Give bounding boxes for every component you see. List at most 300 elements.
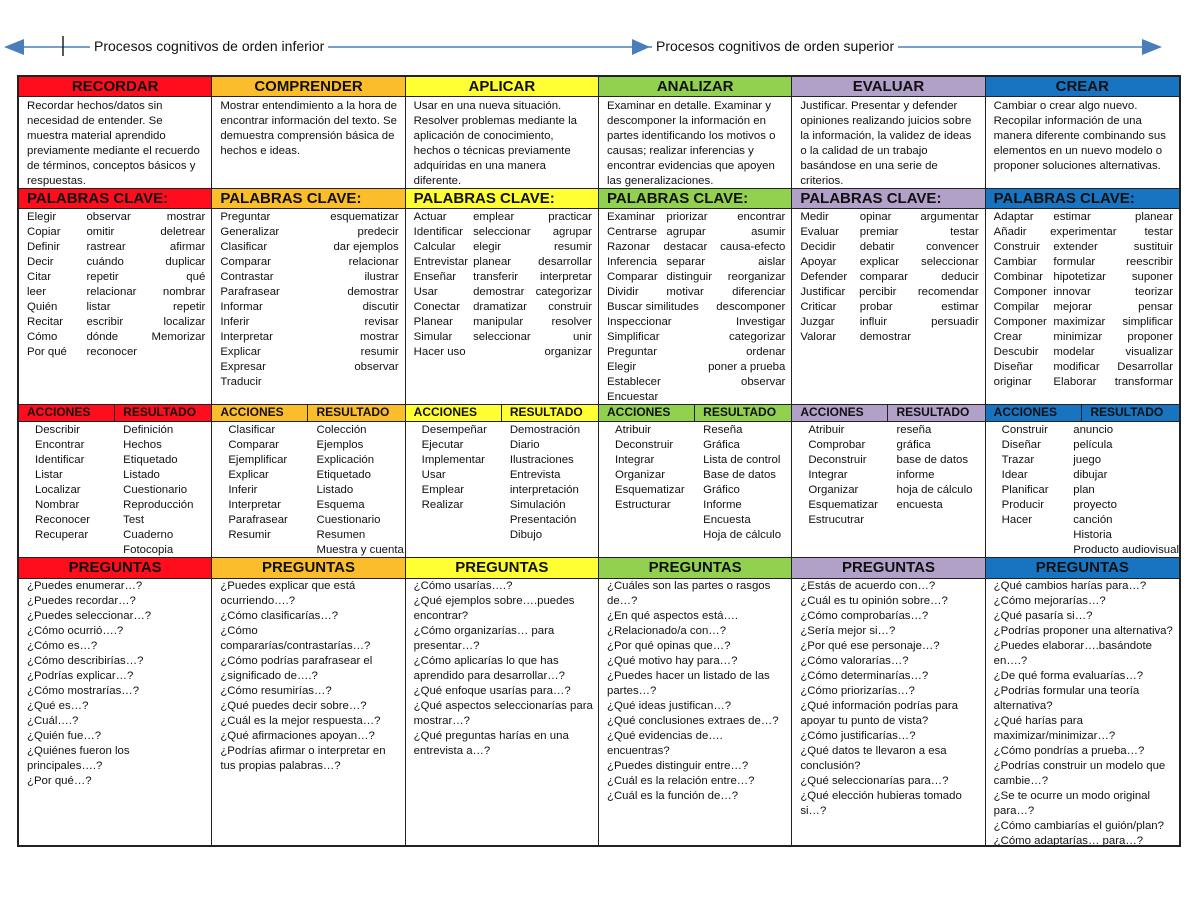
action-item: Explicar [228, 469, 269, 481]
level-header-aplicar: APLICAR [406, 77, 599, 97]
result-item: Cuaderno [123, 529, 174, 541]
question-item: ¿Cuáles son las partes o rasgos de…? [606, 580, 771, 607]
question-item: ¿Podrías afirmar o interpretar en tus propias palabras…? [220, 745, 386, 772]
results-label: RESULTADO [509, 405, 583, 419]
keywords-list-evaluar [792, 209, 985, 405]
question-item: ¿Podrías explicar…? [27, 670, 134, 682]
keyword: mejorar [1053, 301, 1093, 313]
question-item: ¿Cómo ocurrió….? [27, 625, 124, 637]
question-item: ¿De qué forma evaluarías…? [993, 670, 1144, 682]
keyword: Actuar [413, 211, 447, 223]
keyword: Juzgar [800, 316, 835, 328]
questions-header-evaluar: PREGUNTAS [792, 558, 985, 579]
keyword: Entrevistar [413, 256, 469, 268]
question-item: ¿Quiénes fueron los principales….? [27, 745, 130, 772]
keyword: cuándo [86, 256, 124, 268]
keyword-row [994, 330, 1173, 345]
keyword [666, 375, 725, 390]
keyword: planear [1134, 211, 1173, 223]
result-item: Fotocopia [123, 544, 174, 556]
question-item: ¿Puedes enumerar…? [27, 580, 143, 592]
question-item: ¿Cómo clasificarías…? [220, 610, 339, 622]
question-item: ¿Qué conclusiones extraes de…? [606, 715, 779, 727]
question-item: ¿Qué seleccionarías para…? [800, 775, 949, 787]
keyword: Inspeccionar [606, 316, 672, 328]
keyword: Evaluar [800, 226, 839, 238]
keyword-row [994, 225, 1173, 240]
actions-results-recordar [19, 422, 212, 558]
keyword: Combinar [993, 271, 1044, 283]
keyword-row [800, 330, 978, 345]
keyword-row [607, 225, 785, 240]
keyword: qué [186, 271, 206, 283]
result-item: Muestra y cuenta [316, 544, 404, 556]
keyword: probar [859, 301, 893, 313]
result-item: Test [123, 514, 145, 526]
keyword: practicar [548, 211, 592, 223]
keyword: ilustrar [364, 271, 399, 283]
level-header-crear: CREAR [986, 77, 1179, 97]
keyword: causa-efecto [720, 241, 786, 253]
keyword [726, 390, 785, 405]
result-item: plan [1073, 484, 1095, 496]
keyword: Razonar [606, 241, 651, 253]
result-item: Diario [509, 439, 540, 451]
question-item: ¿Qué elección hubieras tomado si…? [800, 790, 962, 817]
question-item: ¿Cómo mejorarías…? [993, 595, 1106, 607]
keyword: simplificar [1122, 316, 1173, 328]
actions-label: ACCIONES [406, 405, 502, 421]
action-item: Identificar [35, 454, 85, 466]
keyword: Hacer uso [413, 346, 466, 358]
keyword: Compilar [993, 301, 1040, 313]
keywords-header-analizar: PALABRAS CLAVE: [599, 189, 792, 209]
result-item: Explicación [316, 454, 375, 466]
question-item: ¿Qué harías para maximizar/minimizar…? [993, 715, 1116, 742]
keyword: manipular [473, 316, 524, 328]
level-description-aplicar: Usar en una nueva situación. Resolver problemas mediante la aplicación de conocimiento, hechos o técnicas previamente adquiridas en una manera diferente. [406, 97, 599, 189]
keyword: dramatizar [473, 301, 527, 313]
action-item: Integrar [808, 469, 848, 481]
keyword: localizar [163, 316, 206, 328]
question-item: ¿Puedes recordar…? [27, 595, 136, 607]
question-item: ¿Cómo adaptarías… para…? [993, 835, 1144, 845]
keyword: formular [1053, 256, 1096, 268]
action-item: Nombrar [35, 499, 80, 511]
question-item: ¿Cómo justificarías…? [800, 730, 916, 742]
action-item: Usar [421, 469, 446, 481]
question-item: ¿Qué cambios harías para…? [993, 580, 1147, 592]
result-item: Gráfica [703, 439, 740, 451]
result-item: Producto audiovisual [1073, 544, 1179, 556]
actions-list [599, 423, 695, 557]
keyword: deducir [941, 271, 979, 283]
result-item: película [1073, 439, 1113, 451]
higher-order-label: Procesos cognitivos de orden superior [652, 38, 898, 54]
keyword-row [414, 315, 592, 330]
question-item: ¿Cómo resumirías…? [220, 685, 332, 697]
keyword: emplear [473, 211, 515, 223]
keyword: demostrar [473, 286, 525, 298]
result-item: Gráfico [703, 484, 740, 496]
level-description-analizar: Examinar en detalle. Examinar y descomponer la información en partes identificando los motivos o causas; realizar inferencias y encontrar evidencias que apoyen las generalizaciones. [599, 97, 792, 189]
action-item: Idear [1001, 469, 1028, 481]
keyword: unir [572, 331, 592, 343]
keyword: pensar [1138, 301, 1173, 313]
keyword: percibir [859, 286, 897, 298]
result-item: Listado [316, 484, 354, 496]
question-item: ¿Relacionado/a con…? [606, 625, 727, 637]
keyword-row [800, 225, 978, 240]
keyword: Por qué [27, 346, 67, 358]
question-item: ¿Cómo valorarías…? [800, 655, 909, 667]
keywords-header-aplicar: PALABRAS CLAVE: [406, 189, 599, 209]
keyword-row [607, 285, 785, 300]
question-item: ¿Cómo es…? [27, 640, 98, 652]
actions-results-crear [986, 422, 1179, 558]
keyword-row [220, 375, 398, 390]
keyword: Elegir [27, 211, 57, 223]
result-item: Definición [123, 424, 174, 436]
keyword: visualizar [1125, 346, 1173, 358]
result-item: Base de datos [703, 469, 776, 481]
results-list [695, 423, 791, 557]
keyword-row [994, 375, 1173, 390]
keyword: seleccionar [473, 331, 531, 343]
action-item: Planificar [1001, 484, 1049, 496]
keyword: resumir [360, 346, 399, 358]
result-item: dibujar [1073, 469, 1108, 481]
keyword: discutir [362, 301, 399, 313]
keyword-row [27, 225, 205, 240]
keyword: seleccionar [473, 226, 531, 238]
keyword: Criticar [800, 301, 837, 313]
keyword-row [994, 300, 1173, 315]
question-item: ¿Puedes seleccionar…? [27, 610, 152, 622]
keyword: minimizar [1053, 331, 1103, 343]
keyword: listar [86, 301, 111, 313]
keyword: Diseñar [993, 361, 1033, 373]
question-item: ¿Qué preguntas harías en una entrevista a…? [413, 730, 569, 757]
keyword-row [220, 240, 398, 255]
actions-label: ACCIONES [599, 405, 695, 421]
actions-list [406, 423, 502, 557]
keyword: transferir [473, 271, 519, 283]
level-description-comprender: Mostrar entendimiento a la hora de encontrar información del texto. Se demuestra comprensión básica de hechos e ideas. [212, 97, 405, 189]
keyword: organizar [544, 346, 592, 358]
action-item: Emplear [421, 484, 465, 496]
result-item: hoja de cálculo [896, 484, 973, 496]
result-item: Lista de control [703, 454, 781, 466]
keyword: teorizar [1135, 286, 1173, 298]
question-item: ¿Qué es…? [27, 700, 89, 712]
keyword: escribir [86, 316, 124, 328]
keywords-header-evaluar: PALABRAS CLAVE: [792, 189, 985, 209]
lower-order-label: Procesos cognitivos de orden inferior [90, 38, 328, 54]
keyword: Informar [220, 301, 263, 313]
keyword [666, 330, 725, 345]
result-item: Etiquetado [316, 469, 371, 481]
action-item: Construir [1001, 424, 1048, 436]
keyword: Apoyar [800, 256, 837, 268]
question-item: ¿Cómo organizarías… para presentar…? [413, 625, 555, 652]
question-item: ¿Puedes elaborar….basándote en….? [993, 640, 1152, 667]
keyword: proponer [1127, 331, 1173, 343]
keyword: Interpretar [220, 331, 273, 343]
keyword: asumir [751, 226, 786, 238]
keyword: Elaborar [1053, 376, 1097, 388]
keyword: Dividir [606, 286, 639, 298]
keyword-row [994, 255, 1173, 270]
keyword: mostrar [166, 211, 206, 223]
keyword: observar [354, 361, 399, 373]
level-header-comprender: COMPRENDER [212, 77, 405, 97]
keyword: Expresar [220, 361, 266, 373]
keyword: relacionar [86, 286, 137, 298]
keyword-row [800, 270, 978, 285]
action-item: Encontrar [35, 439, 85, 451]
action-item: Trazar [1001, 454, 1035, 466]
keyword: originar [993, 376, 1032, 388]
keyword: observar [741, 376, 786, 388]
keyword: encontrar [737, 211, 786, 223]
results-list [1065, 423, 1179, 558]
keyword-row [414, 240, 592, 255]
keyword [699, 300, 717, 315]
keyword [666, 390, 725, 405]
keyword: premiar [859, 226, 899, 238]
result-item: Reproducción [123, 499, 194, 511]
keywords-header-comprender: PALABRAS CLAVE: [212, 189, 405, 209]
keyword-row [414, 225, 592, 240]
level-header-evaluar: EVALUAR [792, 77, 985, 97]
keyword: Componer [993, 316, 1047, 328]
question-item: ¿Qué afirmaciones apoyan…? [220, 730, 375, 742]
keyword: Justificar [800, 286, 846, 298]
keyword: estimar [1053, 211, 1091, 223]
result-item: proyecto [1073, 499, 1117, 511]
keyword: Quién [27, 301, 58, 313]
keyword-row [607, 315, 785, 330]
action-item: Esquematizar [808, 499, 878, 511]
keyword: reconocer [86, 346, 138, 358]
results-label: RESULTADO [703, 405, 777, 419]
keyword: construir [548, 301, 592, 313]
keyword [672, 315, 729, 330]
action-item: Atribuir [808, 424, 845, 436]
results-label: RESULTADO [123, 405, 197, 419]
keyword-row [220, 330, 398, 345]
keyword: Defender [800, 271, 848, 283]
keyword: persuadir [931, 316, 979, 328]
action-item: Recuperar [35, 529, 89, 541]
keyword: Preguntar [606, 346, 658, 358]
keyword: Examinar [606, 211, 656, 223]
question-item: ¿Cómo podrías parafrasear el ¿significado de….? [220, 655, 373, 682]
results-list [888, 423, 984, 557]
keyword: nombrar [162, 286, 206, 298]
question-item: ¿Cuál es la función de…? [606, 790, 739, 802]
keyword: repetir [173, 301, 206, 313]
keyword: Inferir [220, 316, 250, 328]
keyword-row [27, 285, 205, 300]
result-item: Colección [316, 424, 367, 436]
question-item: ¿Puedes distinguir entre…? [606, 760, 749, 772]
keyword: modificar [1053, 361, 1100, 373]
keyword: observar [86, 211, 131, 223]
keyword: dar ejemplos [333, 241, 399, 253]
keyword: agrupar [552, 226, 592, 238]
action-item: Hacer [1001, 514, 1033, 526]
keyword: Cambiar [993, 256, 1037, 268]
keyword: Clasificar [220, 241, 268, 253]
keyword: Añadir [993, 226, 1027, 238]
keyword: Explicar [220, 346, 261, 358]
result-item: Hoja de cálculo [703, 529, 782, 541]
keyword [146, 345, 205, 360]
keyword-row [607, 270, 785, 285]
keyword: poner a prueba [708, 361, 786, 373]
result-item: Encuesta [703, 514, 751, 526]
actions-header-recordar [19, 405, 212, 422]
keyword: Centrarse [606, 226, 657, 238]
keyword-row [800, 315, 978, 330]
keyword: Recitar [27, 316, 64, 328]
keyword: diferenciar [732, 286, 786, 298]
action-item: Deconstruir [808, 454, 867, 466]
result-item: gráfica [896, 439, 931, 451]
actions-label: ACCIONES [19, 405, 115, 421]
keyword: Contrastar [220, 271, 274, 283]
keyword: Comparar [220, 256, 271, 268]
keyword: deletrear [160, 226, 206, 238]
keyword-row [220, 255, 398, 270]
keyword: reorganizar [727, 271, 786, 283]
actions-results-analizar [599, 422, 792, 558]
actions-header-aplicar [406, 405, 599, 422]
question-item: ¿Podrías formular una teoría alternativa? [993, 685, 1140, 712]
keyword-row [607, 210, 785, 225]
keyword: categorizar [728, 331, 786, 343]
question-item: ¿Podrías proponer una alternativa? [993, 625, 1173, 637]
keyword: resolver [551, 316, 592, 328]
keyword [473, 345, 532, 360]
keyword: distinguir [666, 271, 713, 283]
keyword-row [994, 345, 1173, 360]
level-header-recordar: RECORDAR [19, 77, 212, 97]
questions-header-analizar: PREGUNTAS [599, 558, 792, 579]
keywords-header-recordar: PALABRAS CLAVE: [19, 189, 212, 209]
keyword [658, 360, 709, 375]
action-item: Integrar [614, 454, 655, 466]
question-item: ¿Qué ejemplos sobre….puedes encontrar? [413, 595, 575, 622]
keyword-row [994, 360, 1173, 375]
result-item: Dibujo [509, 529, 543, 541]
result-item: Demostración [509, 424, 581, 436]
keyword: elegir [473, 241, 501, 253]
result-item: Hechos [123, 439, 162, 451]
result-item: Presentación [509, 514, 577, 526]
keyword-row [220, 210, 398, 225]
keyword-row [27, 330, 205, 345]
result-item: Ilustraciones [509, 454, 574, 466]
result-item: Historia [1073, 529, 1112, 541]
keyword: resumir [553, 241, 592, 253]
result-item: Entrevista [509, 469, 561, 481]
questions-list-evaluar [792, 579, 985, 845]
keyword-row [607, 240, 785, 255]
action-item: Parafrasear [228, 514, 288, 526]
keyword-row [220, 285, 398, 300]
keyword: Simplificar [606, 331, 660, 343]
keyword: Medir [800, 211, 829, 223]
actions-header-comprender [212, 405, 405, 422]
question-item: ¿Cómo aplicarías lo que has aprendido para desarrollar…? [413, 655, 565, 682]
action-item: Ejecutar [421, 439, 464, 451]
result-item: informe [896, 469, 935, 481]
keyword: Buscar similitudes [606, 301, 699, 313]
keyword-row [414, 285, 592, 300]
level-description-evaluar: Justificar. Presentar y defender opiniones realizando juicios sobre la información, la validez de ideas o la calidad de un trabajo basándose en una serie de criterios. [792, 97, 985, 189]
question-item: ¿Qué motivo hay para…? [606, 655, 738, 667]
keyword: Decir [27, 256, 54, 268]
action-item: Clasificar [228, 424, 276, 436]
action-item: Localizar [35, 484, 81, 496]
questions-list-analizar [599, 579, 792, 845]
question-item: ¿Qué datos te llevaron a esa conclusión? [800, 745, 947, 772]
keyword: Crear [993, 331, 1023, 343]
keyword: Cómo [27, 331, 58, 343]
keyword-row [27, 255, 205, 270]
keyword: Copiar [27, 226, 61, 238]
keyword: Usar [413, 286, 438, 298]
keyword: reescribir [1126, 256, 1173, 268]
results-list [502, 423, 598, 557]
result-item: Etiquetado [123, 454, 178, 466]
result-item: encuesta [896, 499, 943, 511]
questions-list-recordar [19, 579, 212, 845]
keyword: planear [473, 256, 512, 268]
bloom-taxonomy-table [17, 75, 1181, 847]
keyword: maximizar [1053, 316, 1106, 328]
keyword: influir [859, 316, 887, 328]
keyword: agrupar [666, 226, 706, 238]
keyword: descomponer [716, 301, 786, 313]
keyword: categorizar [535, 286, 592, 298]
actions-label: ACCIONES [212, 405, 308, 421]
keyword-row [994, 240, 1173, 255]
keyword: Definir [27, 241, 60, 253]
actions-header-analizar [599, 405, 792, 422]
keyword: mostrar [360, 331, 399, 343]
question-item: ¿Cómo determinarías…? [800, 670, 929, 682]
question-item: ¿Cuál es tu opinión sobre…? [800, 595, 948, 607]
keyword: Inferencia [606, 256, 658, 268]
results-label: RESULTADO [896, 405, 970, 419]
keyword-row [800, 210, 978, 225]
keyword: motivar [666, 286, 704, 298]
keyword: testar [950, 226, 979, 238]
question-item: ¿Qué aspectos seleccionarías para mostrar…? [413, 700, 593, 727]
question-item: ¿Cuál es la relación entre…? [606, 775, 755, 787]
keyword: rastrear [86, 241, 126, 253]
keyword-row [220, 300, 398, 315]
results-label: RESULTADO [1090, 405, 1164, 419]
actions-label: ACCIONES [792, 405, 888, 421]
action-item: Estrucutrar [808, 514, 865, 526]
result-item: Simulación [509, 499, 566, 511]
keyword: priorizar [666, 211, 708, 223]
